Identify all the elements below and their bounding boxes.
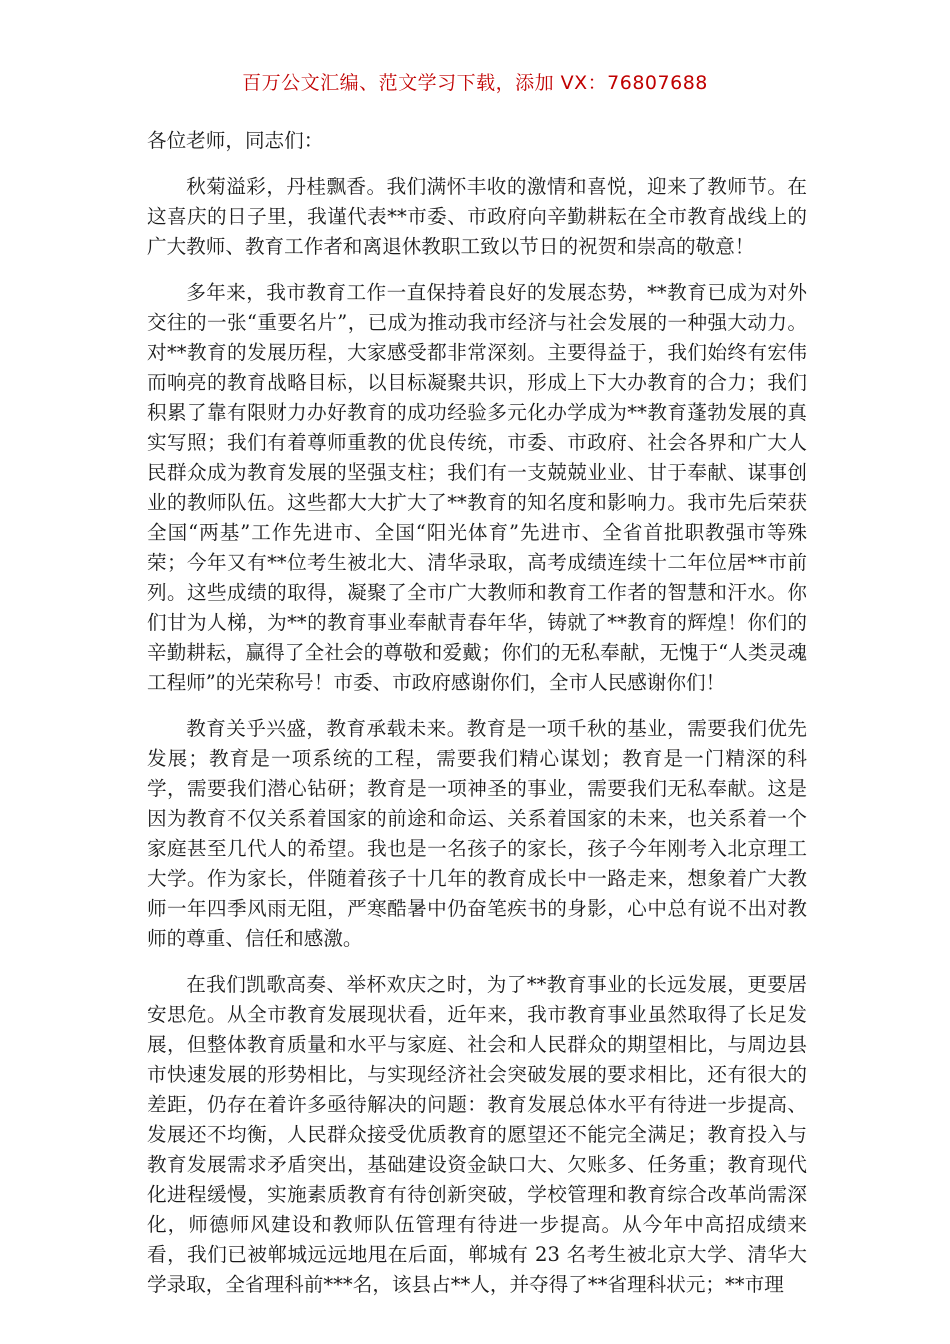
salutation: 各位老师，同志们： [147,129,324,152]
paragraph-3: 教育关乎兴盛，教育承载未来。教育是一项千秋的基业，需要我们优先发展；教育是一项系统的工程，需要我们精心谋划；教育是一门精深的科学，需要我们潜心钻研；教育是一项神圣的事业，需要我们无私奉献。这是因为教育不仅关系着国家的前途和命运、关系着国家的未来，也关系着一个家庭甚至几代人的希望。我也是一名孩子的家长，孩子今年刚考入北京理工大学。作为家长，伴随着孩子十几年的教育成长中一路走来，想象着广大教师一年四季风雨无阻，严寒酷暑中仍奋笔疾书的身影，心中总有说不出对教师的尊重、信任和感激。 [147,717,807,950]
download-banner: 百万公文汇编、范文学习下载，添加 VX：76807688 [242,72,708,94]
paragraph-4: 在我们凯歌高奏、举杯欢庆之时，为了**教育事业的长远发展，更要居安思危。从全市教育发展现状看，近年来，我市教育事业虽然取得了长足发展，但整体教育质量和水平与家庭、社会和人民群众的期望相比，与周边县市快速发展的形势相比，与实现经济社会突破发展的要求相比，还有很大的差距，仍存在着许多亟待解决的问题：教育发展总体水平有待进一步提高、发展还不均衡，人民群众接受优质教育的愿望还不能完全满足；教育投入与教育发展需求矛盾突出，基础建设资金缺口大、欠账多、任务重；教育现代化进程缓慢，实施素质教育有待创新突破，学校管理和教育综合改革尚需深化，师德师风建设和教师队伍管理有待进一步提高。从今年中高招成绩来看，我们已被郸城远远地甩在后面，郸城有 23 名考生被北京大学、清华大学录取，全省理科前***名，该县占**人，并夺得了**省理科状元；**市理 [147,973,807,1296]
paragraph-1: 秋菊溢彩，丹桂飘香。我们满怀丰收的激情和喜悦，迎来了教师节。在这喜庆的日子里，我谨代表**市委、市政府向辛勤耕耘在全市教育战线上的广大教师、教育工作者和离退休教职工致以节日的祝贺和崇高的敬意！ [147,175,807,258]
speech-body [147,126,807,1316]
paragraph-2: 多年来，我市教育工作一直保持着良好的发展态势，**教育已成为对外交往的一张“重要名片”，已成为推动我市经济与社会发展的一种强大动力。对**教育的发展历程，大家感受都非常深刻。主要得益于，我们始终有宏伟而响亮的教育战略目标，以目标凝聚共识，形成上下大办教育的合力；我们积累了靠有限财力办好教育的成功经验多元化办学成为**教育蓬勃发展的真实写照；我们有着尊师重教的优良传统，市委、市政府、社会各界和广大人民群众成为教育发展的坚强支柱；我们有一支兢兢业业、甘于奉献、谋事创业的教师队伍。这些都大大扩大了**教育的知名度和影响力。我市先后荣获全国“两基”工作先进市、全国“阳光体育”先进市、全省首批职教强市等殊荣；今年又有**位考生被北大、清华录取，高考成绩连续十二年位居**市前列。这些成绩的取得，凝聚了全市广大教师和教育工作者的智慧和汗水。你们甘为人梯，为**的教育事业奉献青春年华，铸就了**教育的辉煌！你们的辛勤耕耘，赢得了全社会的尊敬和爱戴；你们的无私奉献，无愧于“人类灵魂工程师”的光荣称号！市委、市政府感谢你们，全市人民感谢你们！ [147,281,807,694]
